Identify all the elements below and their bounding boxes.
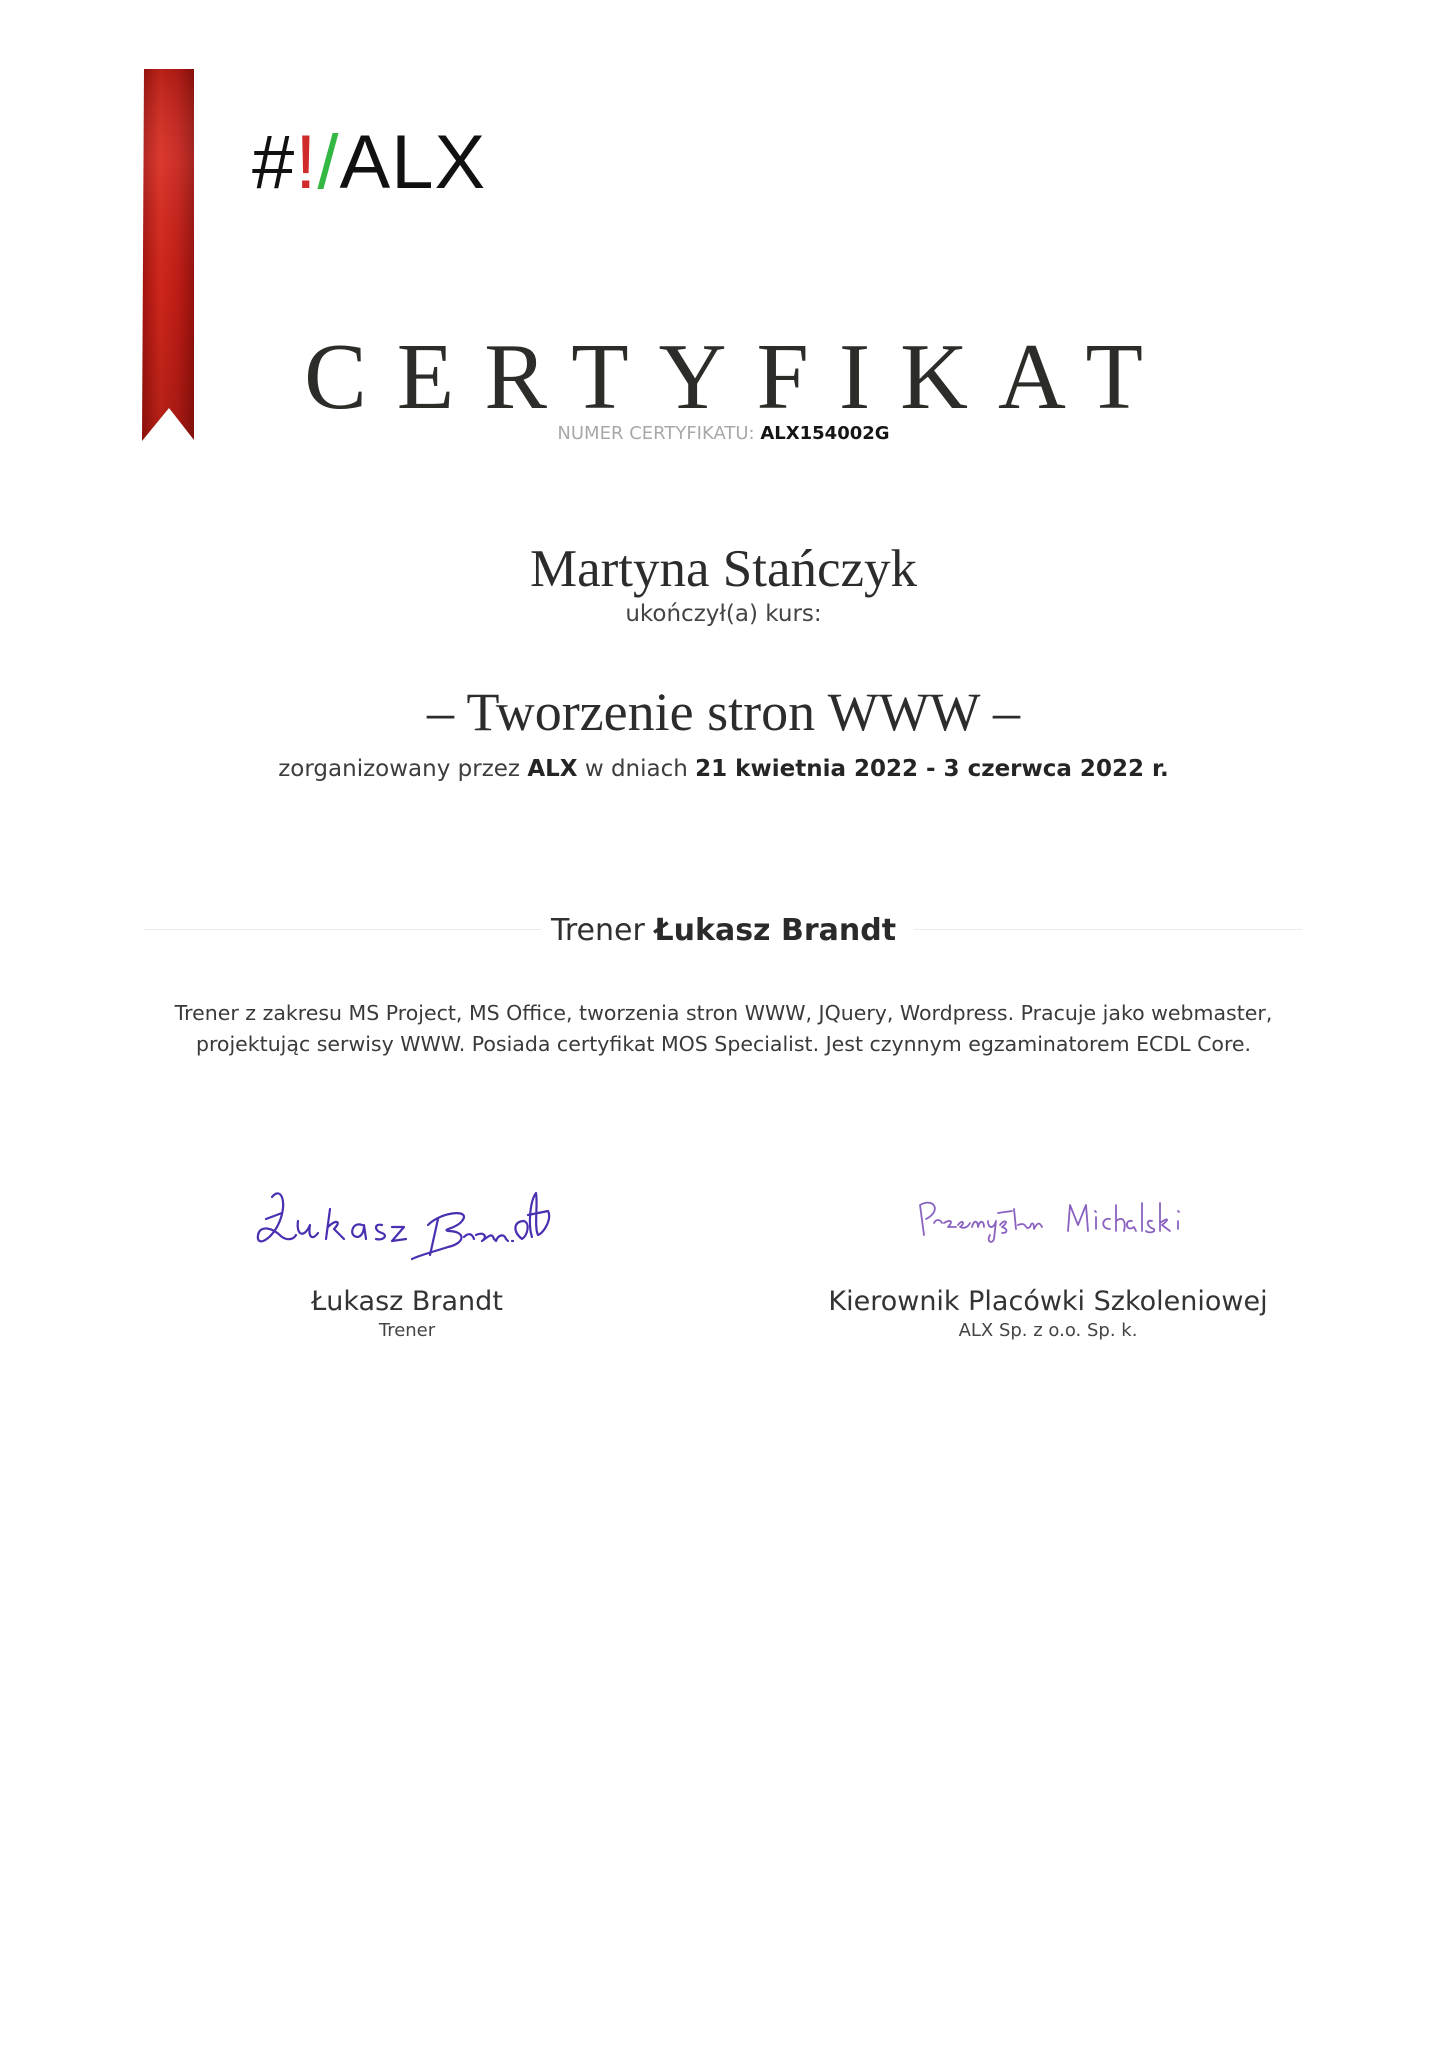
signatory-role: Trener: [378, 1320, 436, 1341]
certificate-number-label: NUMER CERTYFIKATU:: [557, 423, 755, 444]
signatory-name: Łukasz Brandt: [311, 1286, 503, 1317]
signatory-title: Kierownik Placówki Szkoleniowej: [828, 1286, 1268, 1317]
trainer-bio-line-2: projektując serwisy WWW. Posiada certyfikat MOS Specialist. Jest czynnym egzaminatorem ECDL Core.: [195, 1032, 1252, 1056]
trainer-bio-line-1: Trener z zakresu MS Project, MS Office, tworzenia stron WWW, JQuery, Wordpress. Pracuje jako webmaster,: [174, 1001, 1273, 1025]
course-organization: [0, 754, 1447, 784]
course-dates: 21 kwietnia 2022 - 3 czerwca 2022 r.: [695, 756, 1169, 782]
trainer-heading: [0, 913, 1447, 949]
handwritten-signature-icon: [898, 1175, 1198, 1275]
logo-exclamation: !: [295, 120, 318, 205]
trainer-heading-prefix: Trener: [550, 913, 645, 948]
certificate-number: [0, 422, 1447, 446]
logo-hash: #: [252, 120, 296, 205]
handwritten-signature-icon: [252, 1175, 562, 1275]
signature-manager: [788, 1175, 1308, 1343]
organizer-name: ALX: [527, 756, 578, 782]
completed-label: ukończył(a) kurs:: [625, 601, 822, 627]
logo-brand: ALX: [339, 120, 487, 205]
dates-prefix: w dniach: [584, 756, 688, 782]
logo-slash: /: [317, 120, 340, 205]
organized-prefix: zorganizowany przez: [278, 756, 520, 782]
certificate-number-value: ALX154002G: [760, 423, 890, 444]
signatory-company: ALX Sp. z o.o. Sp. k.: [958, 1320, 1138, 1341]
signature-trainer: [147, 1175, 667, 1343]
recipient-name: Martyna Stańczyk: [529, 540, 918, 598]
certificate-title: CERTYFIKAT: [304, 325, 1173, 429]
course-title: – Tworzenie stron WWW –: [426, 682, 1021, 742]
alx-logo: [252, 120, 486, 206]
trainer-bio: [160, 998, 1287, 1060]
trainer-heading-name: Łukasz Brandt: [654, 913, 897, 948]
